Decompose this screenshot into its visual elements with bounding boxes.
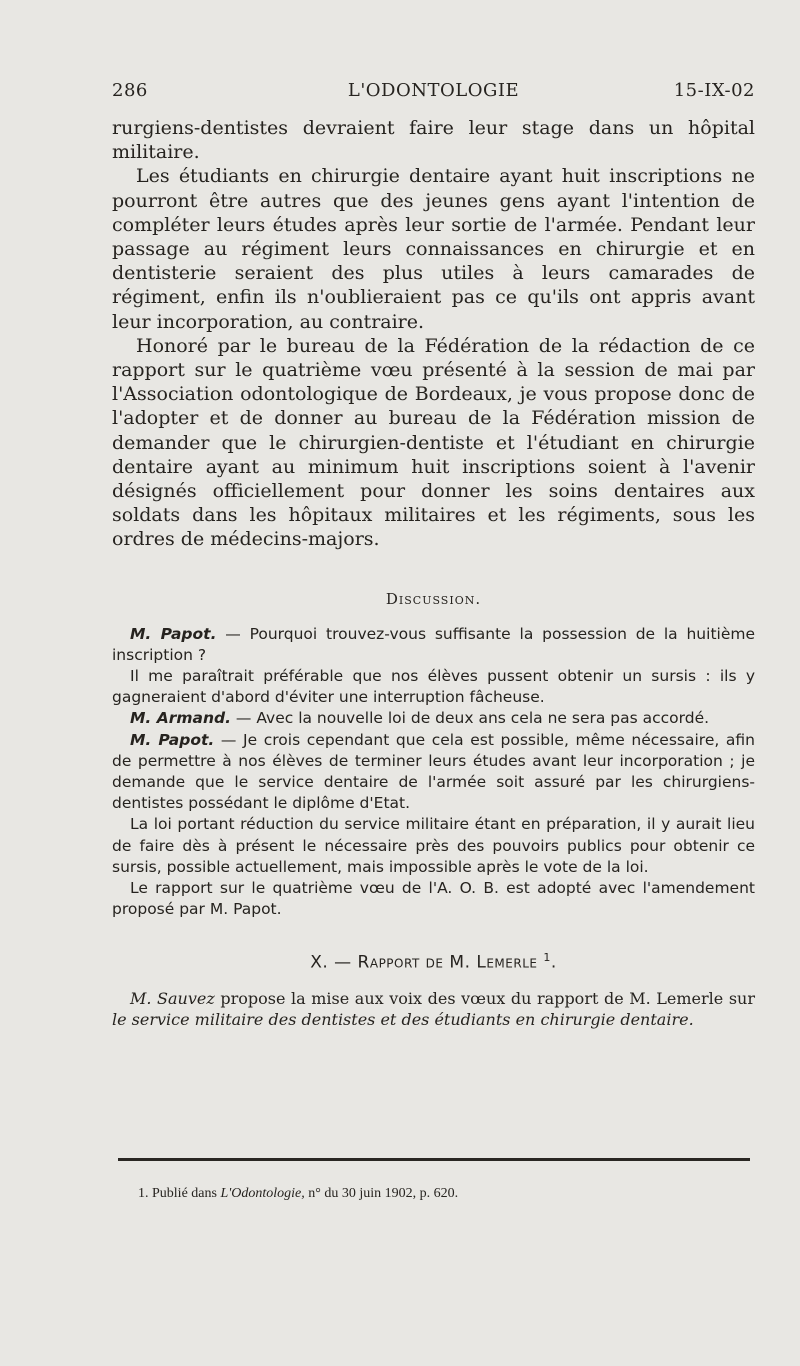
discussion-heading: Discussion. [385,589,482,608]
speaker-name: M. Sauvez [130,989,215,1009]
report-title: le service militaire des dentistes et des étudiants en chirurgie dentaire. [112,1010,694,1030]
speech-text: — Avec la nouvelle loi de deux ans cela ne sera pas accordé. [230,709,710,728]
discussion-paragraph [112,878,755,920]
discussion-paragraph [112,730,755,815]
speech-text: La loi portant réduction du service militaire étant en préparation, il y aurait lieu de faire dès à présent le nécessaire près des pouvoirs publics pour obtenir ce sursis, possible actuellement, mais impossible après le vote de la loi. [112,815,755,876]
report-body [112,116,755,552]
section-x-body [112,988,755,1030]
section-x-paragraph [112,988,755,1030]
footnote-suffix: n° du 30 juin 1902, p. 620. [304,1186,459,1201]
discussion-paragraph [112,814,755,878]
discussion-paragraph [112,666,755,708]
footnote-divider [118,1158,750,1161]
issue-date: 15-IX-02 [673,80,755,101]
section-x-heading: X. — Rapport de M. Lemerle $^1$. [310,950,557,973]
paragraph: Honoré par le bureau de la Fédération de la rédaction de ce rapport sur le quatrième vœu présenté à la session de mai par l'Association odontologique de Bordeaux, je vous propose donc de l'adopter et de donner au bureau de la Fédération mission de demander que le chirurgien-dentiste et l'étudiant en chirurgie dentaire ayant au minimum huit inscriptions soient à l'avenir désignés officiellement pour donner les soins dentaires aux soldats dans les hôpitaux militaires et les régiments, sous les ordres de médecins-majors. [112,334,755,551]
discussion-paragraph [112,708,755,729]
speaker-name: M. Papot. [130,624,217,643]
footnote-journal: L'Odontologie, [220,1186,305,1201]
page [112,80,755,1030]
footnote [138,1186,458,1202]
speech-text: — Je crois cependant que cela est possible, même nécessaire, afin de permettre à nos élèves de terminer leurs études avant leur incorporation ; je demande que le service dentaire de l'armée soit assuré par les chirurgiens-dentistes possédant le diplôme d'Etat. [112,730,755,813]
paragraph-text: propose la mise aux voix des vœux du rapport de M. Lemerle sur [214,989,756,1009]
journal-title: L'ODONTOLOGIE [347,80,520,101]
discussion-paragraph [112,624,755,666]
speech-text: — Pourquoi trouvez-vous suffisante la possession de la huitième inscription ? [112,624,755,664]
section-x-title: X. — Rapport de M. Lemerle [310,952,538,973]
speaker-name: M. Armand. [130,709,231,728]
footnote-marker: 1 [543,950,551,964]
paragraph: Les étudiants en chirurgie dentaire ayant huit inscriptions ne pourront être autres que des jeunes gens ayant l'intention de compléter leurs études après leur sortie de l'armée. Pendant leur passage au régiment leurs connaissances en chirurgie et en dentisterie seraient des plus utiles à leurs camarades de régiment, enfin ils n'oublieraient pas ce qu'ils ont appris avant leur incorporation, au contraire. [112,165,755,333]
discussion-body [112,624,755,921]
footnote-prefix: 1. Publié dans [138,1186,221,1201]
paragraph: rurgiens-dentistes devraient faire leur stage dans un hôpital militaire. [112,117,755,164]
running-header [112,80,755,116]
speech-text: Le rapport sur le quatrième vœu de l'A. O. B. est adopté avec l'amendement proposé par M. Papot. [112,879,755,919]
speaker-name: M. Papot. [130,730,215,749]
page-number: 286 [112,80,148,101]
speech-text: Il me paraîtrait préférable que nos élèves pussent obtenir un sursis : ils y gagneraient d'abord d'éviter une interruption fâcheuse. [112,667,755,707]
